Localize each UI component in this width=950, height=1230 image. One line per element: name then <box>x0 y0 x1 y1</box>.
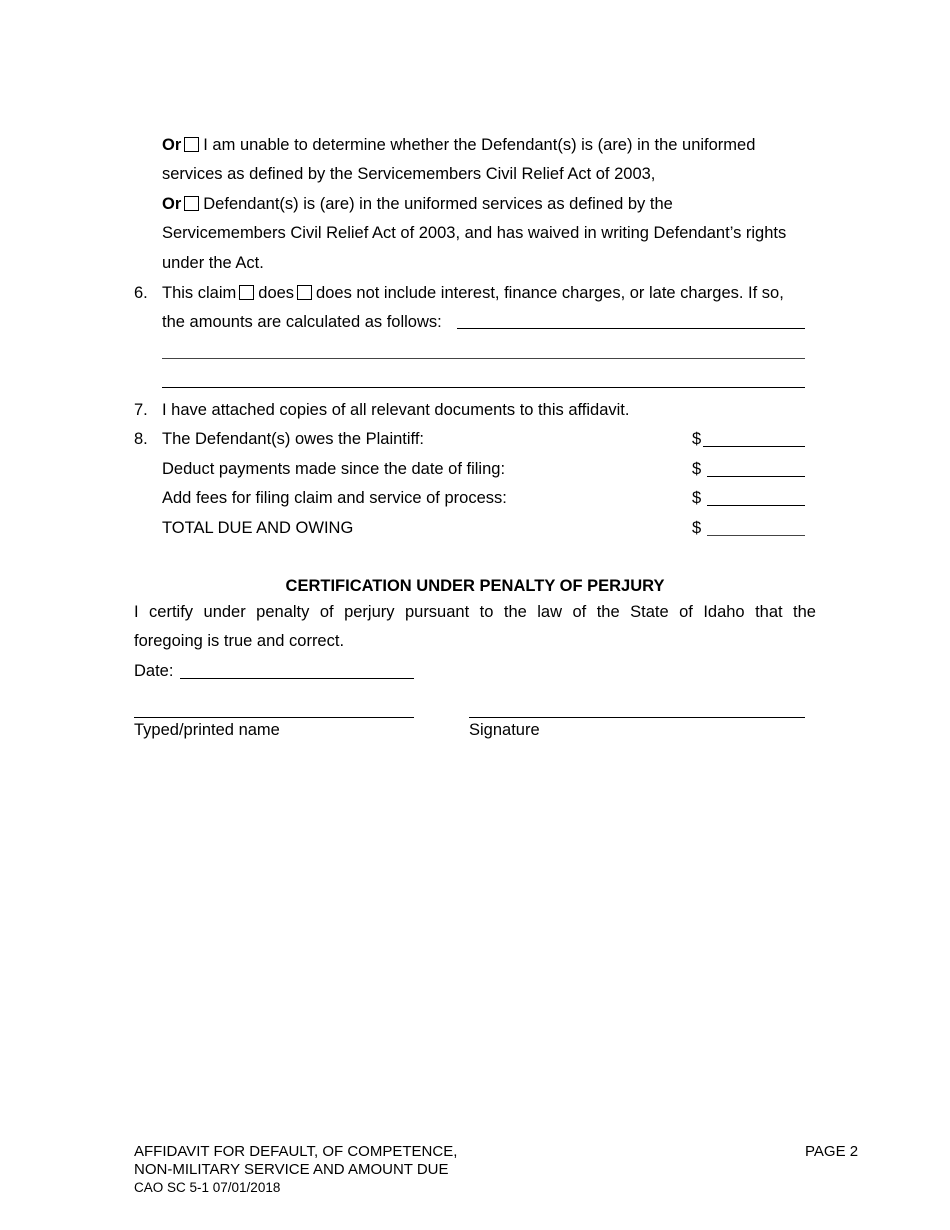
fees-added-label: Add fees for filing claim and service of process: <box>162 489 507 507</box>
typed-name-field[interactable] <box>134 717 414 718</box>
item7-text: I have attached copies of all relevant documents to this affidavit. <box>162 401 630 419</box>
item6-number: 6. <box>134 284 148 302</box>
checkbox-does[interactable] <box>239 285 254 300</box>
or-option-in-uniformed-services <box>162 194 673 214</box>
page-number: PAGE 2 <box>805 1143 859 1160</box>
currency-symbol: $ <box>692 489 702 507</box>
signature-field[interactable] <box>469 717 805 718</box>
footer-form-title <box>134 1143 457 1197</box>
currency-symbol: $ <box>692 519 702 537</box>
certification-line1: I certify under penalty of perjury pursuant to the law of the State of Idaho that the <box>134 603 816 621</box>
total-due-field[interactable] <box>707 535 805 536</box>
item6-line2: the amounts are calculated as follows: <box>162 313 442 331</box>
payments-deducted-label: Deduct payments made since the date of filing: <box>162 460 506 478</box>
item6-text-a: This claim <box>162 284 237 302</box>
item6-opt-does: does <box>258 284 295 302</box>
item6-opt-does-not: does not include interest, finance charges, or late charges. If so, <box>316 284 784 302</box>
interest-calculation-field[interactable] <box>457 328 805 329</box>
certification-line2: foregoing is true and correct. <box>134 632 345 650</box>
certification-heading: CERTIFICATION UNDER PENALTY OF PERJURY <box>285 577 665 595</box>
checkbox-in-uniformed-services[interactable] <box>184 196 199 211</box>
currency-symbol: $ <box>692 430 702 448</box>
amount-owed-label: The Defendant(s) owes the Plaintiff: <box>162 430 425 448</box>
footer-form-code: CAO SC 5-1 07/01/2018 <box>134 1180 281 1195</box>
fees-added-field[interactable] <box>707 505 805 506</box>
footer-title-line2: NON-MILITARY SERVICE AND AMOUNT DUE <box>134 1161 449 1178</box>
checkbox-does-not[interactable] <box>297 285 312 300</box>
date-label: Date: <box>134 662 174 680</box>
interest-calculation-field-line2[interactable] <box>162 358 805 359</box>
amount-owed-field[interactable] <box>703 446 805 447</box>
or2-line1: Defendant(s) is (are) in the uniformed services as defined by the <box>203 195 673 213</box>
interest-calculation-field-line3[interactable] <box>162 387 805 388</box>
or-option-unable-to-determine <box>162 135 755 155</box>
date-field[interactable] <box>180 678 414 679</box>
signature-label: Signature <box>469 721 540 739</box>
typed-name-label: Typed/printed name <box>134 721 280 739</box>
or-label: Or <box>162 195 182 213</box>
checkbox-unable-to-determine[interactable] <box>184 137 199 152</box>
currency-symbol: $ <box>692 460 702 478</box>
item7-number: 7. <box>134 401 148 419</box>
or-label: Or <box>162 136 182 154</box>
footer-title-line1: AFFIDAVIT FOR DEFAULT, OF COMPETENCE, <box>134 1143 458 1160</box>
or1-line1: I am unable to determine whether the Defendant(s) is (are) in the uniformed <box>203 136 756 154</box>
or1-line2: services as defined by the Servicemembers Civil Relief Act of 2003, <box>162 165 656 183</box>
total-due-label: TOTAL DUE AND OWING <box>162 519 354 537</box>
or2-line3: under the Act. <box>162 254 264 272</box>
item6-line1 <box>162 283 784 303</box>
item8-number: 8. <box>134 430 148 448</box>
payments-deducted-field[interactable] <box>707 476 805 477</box>
or2-line2: Servicemembers Civil Relief Act of 2003, and has waived in writing Defendant’s rights <box>162 224 787 242</box>
